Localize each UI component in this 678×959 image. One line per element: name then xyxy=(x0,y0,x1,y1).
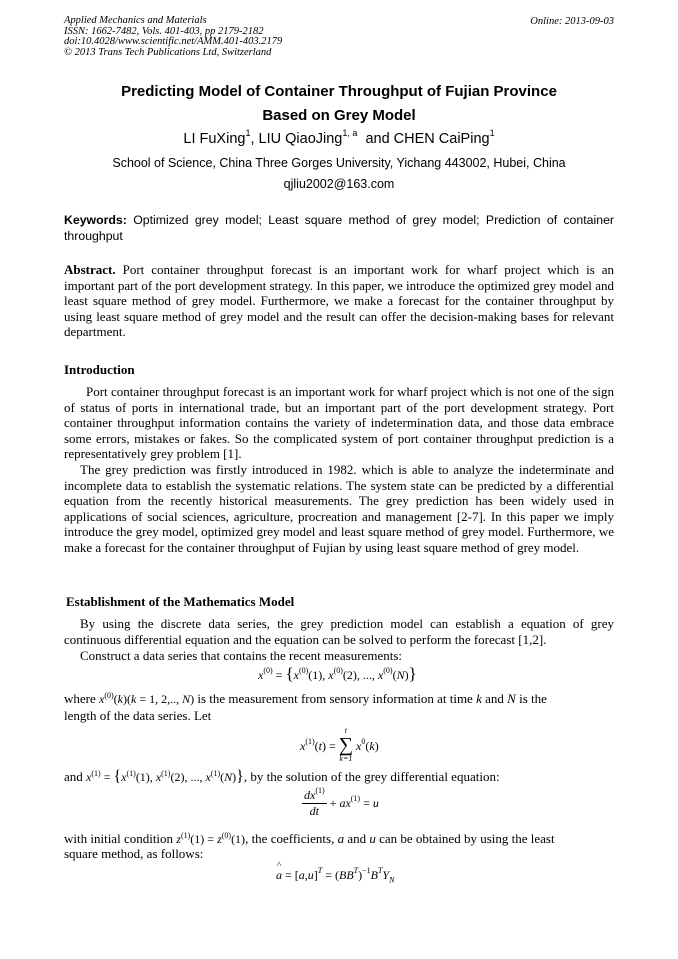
where-var-N: N xyxy=(507,691,516,706)
initial-condition-line: with initial condition $z^{(1)}(1) = z^{(0)}(1)$, the coefficients, a and u can be obtained by using the least xyxy=(64,831,555,846)
abstract xyxy=(64,262,614,340)
author-2-affil: 1, a xyxy=(342,128,358,138)
introduction-paragraph-1: Port container throughput forecast is an important work for wharf project which is not one of the sign of status of ports in international trade, but an important part of the port development strategy. Port container throughput information contains the variety of indetermination data, and those data embrace some errors, mistakes or fakes. So the complicated system of port container throughput prediction is a representatively grey problem [1]. xyxy=(64,384,614,462)
author-1-affil: 1 xyxy=(245,128,251,138)
var-u: u xyxy=(369,831,376,846)
paper-title-line-2: Based on Grey Model xyxy=(262,107,416,124)
initial-condition-line-2: square method, as follows: xyxy=(64,846,204,861)
keywords-label: Keywords: xyxy=(64,213,127,227)
where-var-k: k xyxy=(476,691,482,706)
establishment-heading: Establishment of the Mathematics Model xyxy=(66,594,295,609)
author-1: LI FuXing xyxy=(183,131,246,147)
equation-data-series: $x^{(0)} = \{x^{(0)}(1)$, $x^{(0)}(2)$, ..., $x^{(0)}(N)$} xyxy=(258,664,417,683)
establishment-paragraph-2: Construct a data series that contains the recent measurements: xyxy=(80,648,402,663)
author-3-affil: 1 xyxy=(489,128,495,138)
keywords-text: Optimized grey model; Least square method of grey model; Prediction of container throughput xyxy=(64,213,614,243)
journal-header xyxy=(64,16,282,58)
where-and: and xyxy=(485,691,504,706)
and-word: and xyxy=(64,769,83,784)
with-text-c: can be obtained by using the least xyxy=(379,831,555,846)
keywords xyxy=(64,212,614,244)
with-and: and xyxy=(347,831,367,846)
where-text: where xyxy=(64,691,96,706)
and-line: and $x^{(1)} = \{x^{(1)}(1)$, $x^{(1)}(2)$, ..., $x^{(1)}(N)$}, by the solution of the grey differential equation: xyxy=(64,768,500,785)
where-text-b: is the measurement from sensory information at time xyxy=(197,691,473,706)
with-text: with initial condition xyxy=(64,831,174,846)
with-text-b: , the coefficients, xyxy=(245,831,335,846)
email-link[interactable]: qjliu2002@163.com xyxy=(283,177,395,191)
introduction-paragraph-2: The grey prediction was firstly introduced in 1982. which is able to analyze the indeterminate and incomplete data to establish the systematic relations. The system state can be predicted by a differential equation from the recently historical measurements. The grey prediction has been widely used in applications of social sciences, agriculture, procreation and management [2-7]. In this paper we imply introduce the grey model, optimized grey model and least square method of grey model. Furthermore, we make a forecast for the container throughput of Fujian by using least square method of grey model. xyxy=(64,462,614,555)
var-a: a xyxy=(337,831,345,846)
author-list xyxy=(64,128,614,147)
doi-line: doi:10.4028/www.scientific.net/AMM.401-403.2179 xyxy=(64,36,283,47)
issn-line: ISSN: 1662-7482, Vols. 401-403, pp 2179-2182 xyxy=(64,25,264,37)
equation-least-squares: ^ $a = [a,u]^T = (BB^T)^{-1}B^TY_N$ xyxy=(276,860,395,885)
paper-title-line-1: Predicting Model of Container Throughput of Fujian Province xyxy=(121,83,557,100)
equation-accumulation: $x^{(1)}(t)$ = t ∑ k=1 $x^0(k)$ xyxy=(300,726,379,763)
affiliation: School of Science, China Three Gorges University, Yichang 443002, Hubei, China xyxy=(112,156,566,170)
where-line-2: length of the data series. Let xyxy=(64,708,212,723)
author-3: and CHEN CaiPing xyxy=(365,131,490,147)
where-line: where $x^{(0)}(k)(k = 1$, 2,.., N) is the measurement from sensory information at time k and N is the xyxy=(64,691,547,706)
abstract-label: Abstract. xyxy=(64,262,116,277)
abstract-text: Port container throughput forecast is an important work for wharf project which is an important part of the port development strategy. In this paper, we introduce the optimized grey model and least square method of grey model. Furthermore, we make a forecast for the container throughput by using least square method of grey model and the result can offer the decision-making bases for relevant department. xyxy=(64,262,614,340)
author-2: , LIU QiaoJing xyxy=(250,131,343,147)
where-text-c: is the xyxy=(519,691,547,706)
by-solution-text: , by the solution of the grey differential equation: xyxy=(243,769,500,784)
introduction-heading: Introduction xyxy=(64,362,135,377)
equation-differential: $\frac{dx^{(1)}}{dt}$ + $ax^{(1)} = u$ xyxy=(304,786,379,818)
establishment-paragraph-1: By using the discrete data series, the grey prediction model can establish a equation of grey continuous differential equation and the equation can be solved to perform the forecast [1,2]. xyxy=(64,616,614,647)
online-date: Online: 2013-09-03 xyxy=(530,16,614,27)
copyright-line: © 2013 Trans Tech Publications Ltd, Switzerland xyxy=(64,46,272,58)
journal-name: Applied Mechanics and Materials xyxy=(64,15,207,26)
